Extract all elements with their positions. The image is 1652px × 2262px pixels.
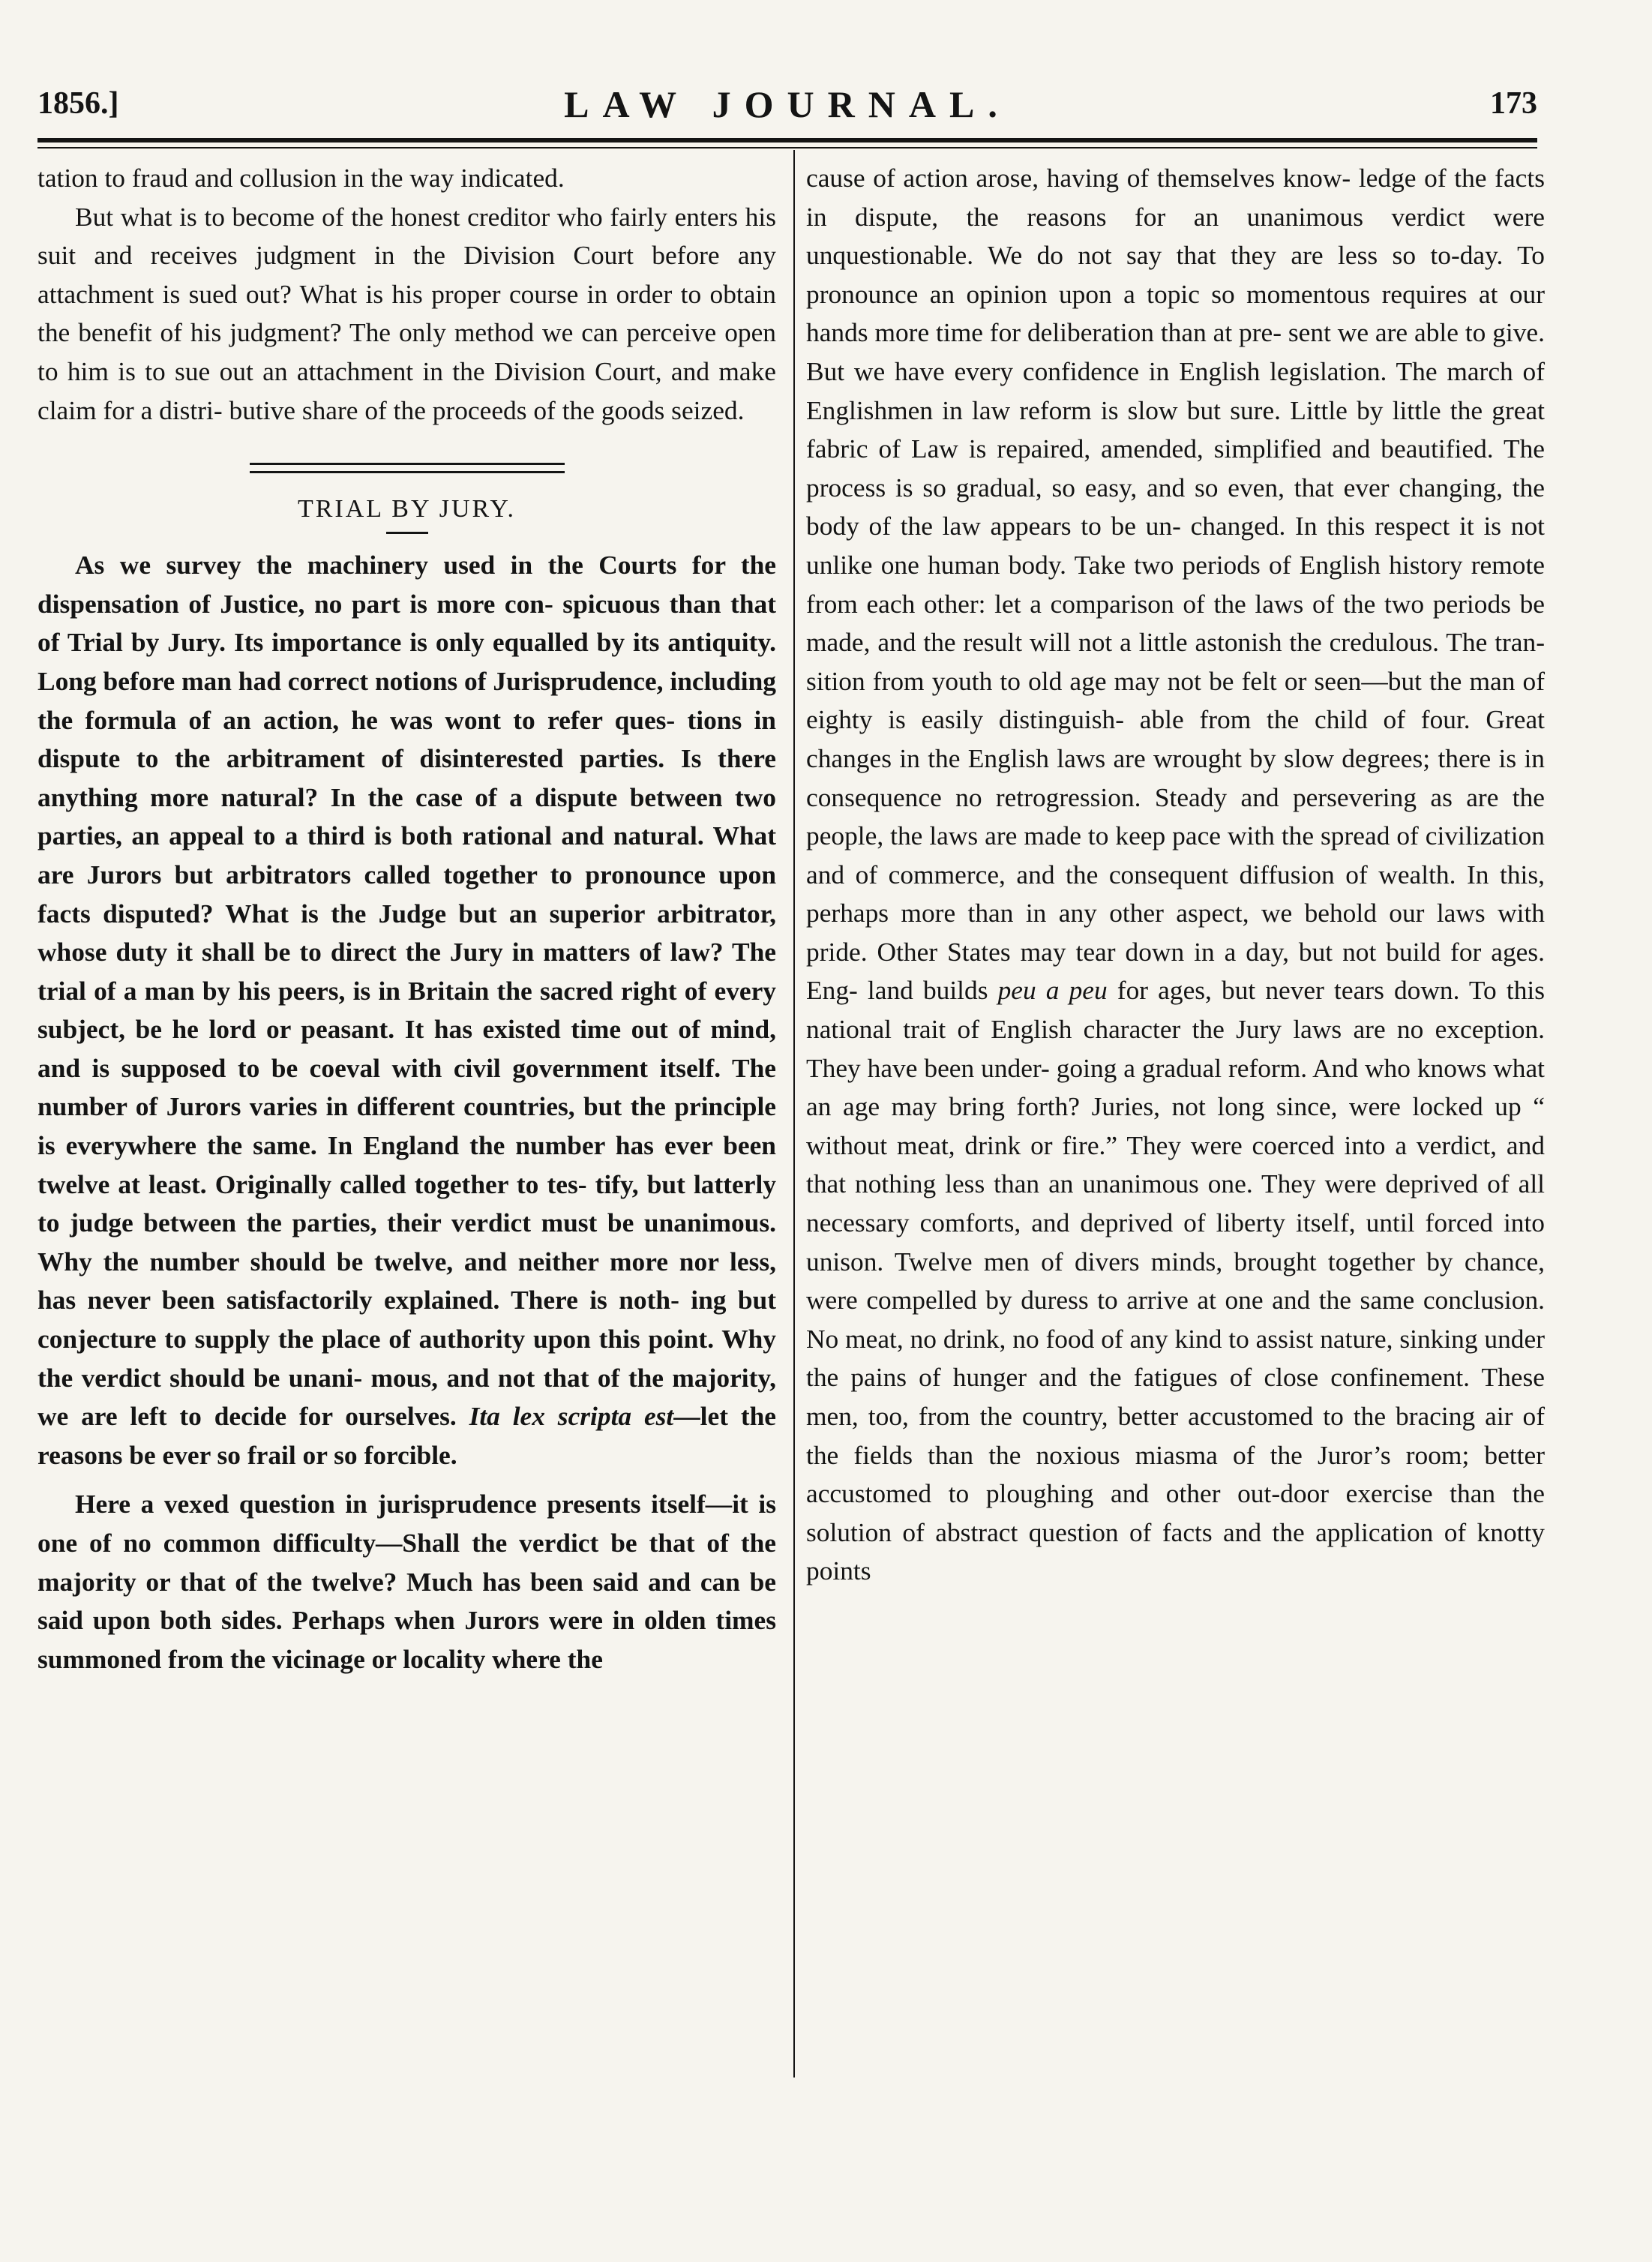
header-year: 1856.] — [37, 86, 119, 121]
paragraph-vexed-question: Here a vexed question in jurisprudence presents itself—it is one of no common difficulty—Shall the verdict be that of the majority or that of the twelve? Much has been said and can be said upon both sides. Perhaps when Jurors were in olden times summoned from the vicinage or locality where the — [37, 1489, 776, 1674]
column-divider — [793, 150, 795, 2078]
section-divider — [250, 463, 565, 473]
section-heading: TRIAL BY JURY. — [297, 495, 517, 524]
heading-dash — [386, 532, 428, 534]
latin-phrase: Ita lex scripta est — [469, 1401, 674, 1432]
paragraph-text: As we survey the machinery used in the Courts for the dispensation of Justice, no part is more con- spicuous than that of Trial by Jury. Its importance is only equalled by its antiquity. Long before man had correct notions of Jurisprudence, including the formula of an action, he was wont to refer ques- tions in dispute to the arbitrament of disinterested parties. Is there anything more natural? In the case of a dispute between two parties, an appeal to a third is both rational and natural. What are Jurors but arbitrators called together to pronounce upon facts disputed? What is the Judge but an superior arbitrator, whose duty it shall be to direct the Jury in matters of law? The trial of a man by his peers, is in Britain the sacred right of every subject, be he lord or peasant. It has existed time out of mind, and is supposed to be coeval with civil government itself. The number of Jurors varies in different countries, but the principle is everywhere the same. In England the number has ever been twelve at least. Originally called together to tes- tify, but latterly to judge between the parties, their verdict must be unanimous. Why the number should be twelve, and neither more nor less, has never been satisfactorily explained. There is noth- ing but conjecture to supply the place of authority upon this point. Why the verdict should be unani- mous, and not that of the majority, we are left to decide for ourselves. — [37, 550, 776, 1432]
right-column — [806, 159, 1545, 1591]
paragraph-continuation: tation to fraud and collusion in the way indicated. — [37, 163, 565, 193]
journal-title: LAW JOURNAL. — [564, 83, 1011, 125]
paragraph-text-end: —let the reasons be ever so frail or so forcible. — [37, 1401, 777, 1470]
header-rule-thick — [37, 138, 1537, 142]
paragraph-text-end: for ages, but never tears down. To this national trait of English character the Jury laws are no exception. They have been under- going a gradual reform. And who knows what an age may bring forth? Juries, not long since, were locked up “ without meat, drink or fire.” They were coerced into a verdict, and that nothing less than an unanimous one. They were deprived of all necessary comforts, and deprived of liberty itself, until forced into unison. Twelve men of divers minds, brought together by chance, were compelled by duress to arrive at one and the same conclusion. No meat, no drink, no food of any kind to assist nature, sinking under the pains of hunger and the fatigues of close confinement. These men, too, from the country, better accustomed to the bracing air of the fields than the noxious miasma of the Juror’s room; better accustomed to ploughing and other out-door exercise than the solution of abstract question of facts and the application of knotty points — [806, 975, 1545, 1586]
left-column — [37, 159, 776, 1678]
running-head — [37, 82, 1537, 130]
page-number: 173 — [1490, 86, 1537, 121]
header-rule-thin — [37, 147, 1537, 148]
paragraph-right-column — [806, 159, 1545, 1591]
paragraph-trial-by-jury — [37, 546, 776, 1474]
paragraph-text: cause of action arose, having of themselves know- ledge of the facts in dispute, the reasons for an unanimous verdict were unquestionable. We do not say that they are less so to-day. To pronounce an opinion upon a topic so momentous requires at our hands more time for deliberation than at pre- sent we are able to give. But we have every confidence in English legislation. The march of Englishmen in law reform is slow but sure. Little by little the great fabric of Law is repaired, amended, simplified and beautified. The process is so gradual, so easy, and so even, that ever changing, the body of the law appears to be un- changed. In this respect it is not unlike one human body. Take two periods of English history remote from each other: let a comparison of the laws of the two periods be made, and the result will not a little astonish the credulous. The tran- sition from youth to old age may not be felt or seen—but the man of eighty is easily distinguish- able from the child of four. Great changes in the English laws are wrought by slow degrees; there is in consequence no retrogression. Steady and persevering as are the people, the laws are made to keep pace with the spread of civilization and of commerce, and the consequent diffusion of wealth. In this, perhaps more than in any other aspect, we behold our laws with pride. Other States may tear down in a day, but not build for ages. Eng- land builds — [806, 163, 1545, 1006]
french-phrase: peu a peu — [997, 975, 1108, 1006]
paragraph-honest-creditor: But what is to become of the honest creditor who fairly enters his suit and receives judgment in the Division Court before any attachment is sued out? What is his proper course in order to obtain the benefit of his judgment? The only method we can perceive open to him is to sue out an attachment in the Division Court, and make claim for a distri- butive share of the proceeds of the goods seized. — [37, 201, 776, 425]
